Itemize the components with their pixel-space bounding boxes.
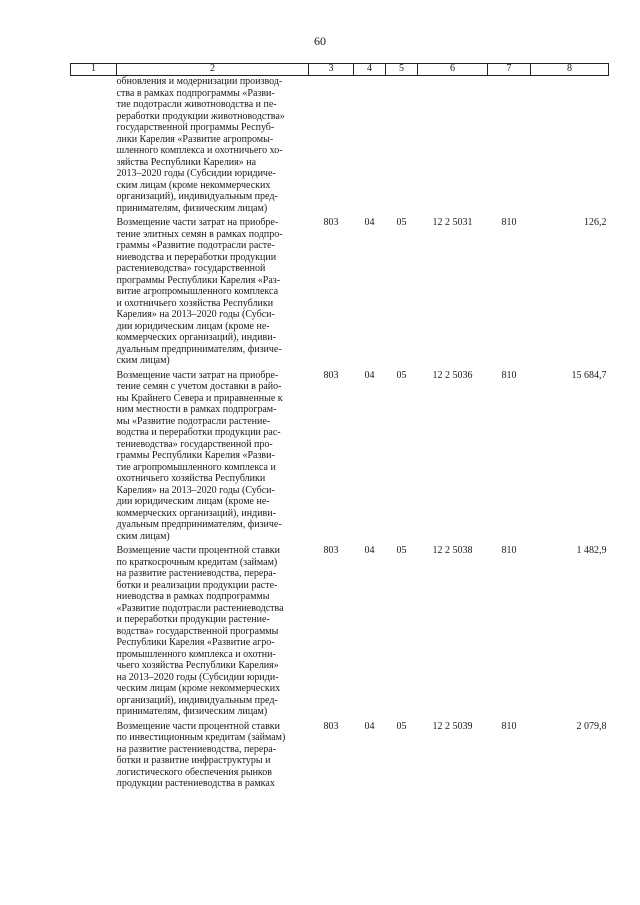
description-line: растениеводства» государственной — [116, 263, 266, 274]
cell-amount: 2 079,8 — [576, 720, 607, 732]
description-line: ским лицам) — [116, 530, 170, 542]
cell-vr: 810 — [501, 369, 517, 381]
description-line: ским лицам (кроме некоммерческих — [116, 179, 271, 191]
description-line: тение элитных семян в рамках подпро- — [116, 228, 283, 240]
table-row — [71, 545, 609, 721]
cell-gr: 803 — [323, 217, 339, 228]
description-line: на 2013–2020 годы (Субсидии юриди- — [116, 671, 279, 683]
description-line: Возмещение части процентной ставки — [116, 720, 281, 732]
description-line: тениеводства» государственной про- — [116, 438, 273, 450]
column-header: 7 — [488, 64, 531, 76]
column-header: 3 — [309, 64, 354, 76]
cell-col-1 — [71, 721, 117, 790]
description-line: на развитие растениеводства, перера- — [116, 568, 277, 579]
description-line: промышленного комплекса и охотни- — [116, 648, 276, 660]
cell-gr: 803 — [323, 369, 339, 381]
description-line: реработки продукции животноводства» — [116, 110, 285, 122]
description-line: чьего хозяйства Республики Карелия» — [116, 660, 279, 671]
cell-rz — [354, 76, 386, 218]
column-header: 5 — [386, 64, 418, 76]
description-line: принимателям, физическим лицам) — [116, 706, 268, 717]
cell-csr: 12 2 5039 — [432, 720, 473, 732]
cell-col-1 — [71, 370, 117, 546]
description-line: по инвестиционным кредитам (займам) — [116, 732, 286, 743]
cell-amount — [531, 76, 609, 218]
row-description — [117, 76, 309, 218]
cell-pr: 05 — [396, 720, 407, 732]
description-line: Возмещение части затрат на приобре- — [116, 369, 279, 381]
description-line: ны Крайнего Севера и приравненные к — [116, 392, 283, 404]
description-line: дии юридическим лицам (кроме не- — [116, 320, 270, 332]
description-line: ботки и реализации продукции расте- — [116, 579, 278, 591]
description-line: и переработки продукции растение- — [116, 614, 270, 625]
table-row — [71, 721, 609, 790]
description-line: Республики Карелия «Развитие агро- — [116, 637, 275, 648]
cell-csr: 12 2 5038 — [432, 545, 473, 556]
cell-col-1 — [71, 76, 117, 218]
description-line: ства в рамках подпрограммы «Разви- — [116, 87, 275, 99]
cell-pr — [386, 76, 418, 218]
row-description — [117, 370, 309, 546]
description-line: мы «Развитие подотрасли растение- — [116, 415, 271, 427]
description-line: ниеводства в рамках подпрограммы — [116, 591, 270, 602]
description-line: принимателям, физическим лицам) — [116, 202, 268, 214]
column-header: 8 — [531, 64, 609, 76]
description-line: Карелия» на 2013–2020 годы (Субси- — [116, 484, 275, 496]
cell-vr: 810 — [501, 720, 517, 732]
description-line: тие агропромышленного комплекса и — [116, 461, 276, 473]
description-line: лики Карелия «Развитие агропромы- — [116, 133, 274, 145]
cell-rz: 04 — [364, 369, 375, 381]
budget-table — [70, 63, 609, 790]
description-line: шленного комплекса и охотничьего хо- — [116, 145, 283, 156]
table-row — [71, 370, 609, 546]
description-line: «Развитие подотрасли растениеводства — [116, 602, 284, 614]
description-line: витие агропромышленного комплекса — [116, 286, 279, 297]
cell-pr: 05 — [396, 545, 407, 556]
cell-pr: 05 — [396, 369, 407, 381]
description-line: ним местности в рамках подпрограм- — [116, 404, 277, 415]
description-line: коммерческих организаций), индиви- — [116, 507, 276, 519]
description-line: на развитие растениеводства, перера- — [116, 743, 277, 755]
cell-rz: 04 — [364, 720, 375, 732]
cell-amount: 126,2 — [584, 217, 607, 228]
description-line: по краткосрочным кредитам (займам) — [116, 556, 278, 568]
description-line: коммерческих организаций), индиви- — [116, 332, 276, 343]
description-line: дуальным предпринимателям, физиче- — [116, 519, 282, 530]
description-line: тие подотрасли животноводства и пе- — [116, 99, 277, 110]
description-line: зяйства Республики Карелия» на — [116, 156, 257, 168]
cell-rz: 04 — [364, 545, 375, 556]
description-line: ботки и развитие инфраструктуры и — [116, 755, 271, 766]
cell-amount: 15 684,7 — [571, 369, 607, 381]
description-line: обновления и модернизации производ- — [116, 76, 283, 87]
description-line: продукции растениеводства в рамках — [116, 778, 275, 789]
description-line: охотничьего хозяйства Республики — [116, 473, 266, 484]
cell-vr: 810 — [501, 545, 517, 556]
column-header: 1 — [71, 64, 117, 76]
cell-vr — [488, 76, 531, 218]
cell-amount: 1 482,9 — [576, 545, 607, 556]
cell-col-1 — [71, 217, 117, 370]
column-header: 6 — [418, 64, 488, 76]
description-line: граммы «Развитие подотрасли расте- — [116, 240, 275, 251]
cell-csr — [418, 76, 488, 218]
cell-col-1 — [71, 545, 117, 721]
description-line: Возмещение части процентной ставки — [116, 545, 281, 556]
cell-gr: 803 — [323, 545, 339, 556]
description-line: логистического обеспечения рынков — [116, 766, 272, 778]
row-description — [117, 217, 309, 370]
cell-csr: 12 2 5036 — [432, 369, 473, 381]
cell-vr: 810 — [501, 217, 517, 228]
table-row — [71, 76, 609, 218]
description-line: Карелия» на 2013–2020 годы (Субси- — [116, 309, 275, 320]
description-line: граммы Республики Карелия «Разви- — [116, 450, 275, 461]
description-line: программы Республики Карелия «Раз- — [116, 274, 281, 286]
cell-csr: 12 2 5031 — [432, 217, 473, 228]
description-line: дии юридическим лицам (кроме не- — [116, 496, 270, 507]
cell-rz: 04 — [364, 217, 375, 228]
description-line: Возмещение части затрат на приобре- — [116, 217, 279, 228]
description-line: водства и переработки продукции рас- — [116, 427, 281, 438]
column-header: 2 — [117, 64, 309, 76]
cell-gr: 803 — [323, 720, 339, 732]
description-line: государственной программы Респуб- — [116, 122, 275, 133]
description-line: и охотничьего хозяйства Республики — [116, 297, 274, 309]
description-line: тение семян с учетом доставки в райо- — [116, 381, 282, 392]
row-description — [117, 545, 309, 721]
description-line: ческим лицам (кроме некоммерческих — [116, 683, 281, 694]
description-line: 2013–2020 годы (Субсидии юридиче- — [116, 168, 276, 179]
description-line: организаций), индивидуальным пред- — [116, 694, 278, 706]
description-line: водства» государственной программы — [116, 625, 279, 637]
cell-gr — [309, 76, 354, 218]
table-header-row — [71, 64, 609, 76]
description-line: ниеводства и переработки продукции — [116, 251, 277, 263]
page-number: 60 — [314, 34, 326, 48]
description-line: ским лицам) — [116, 355, 170, 366]
cell-pr: 05 — [396, 217, 407, 228]
description-line: организаций), индивидуальным пред- — [116, 191, 278, 202]
row-description — [117, 721, 309, 790]
column-header: 4 — [354, 64, 386, 76]
description-line: дуальным предпринимателям, физиче- — [116, 343, 282, 355]
table-row — [71, 217, 609, 370]
